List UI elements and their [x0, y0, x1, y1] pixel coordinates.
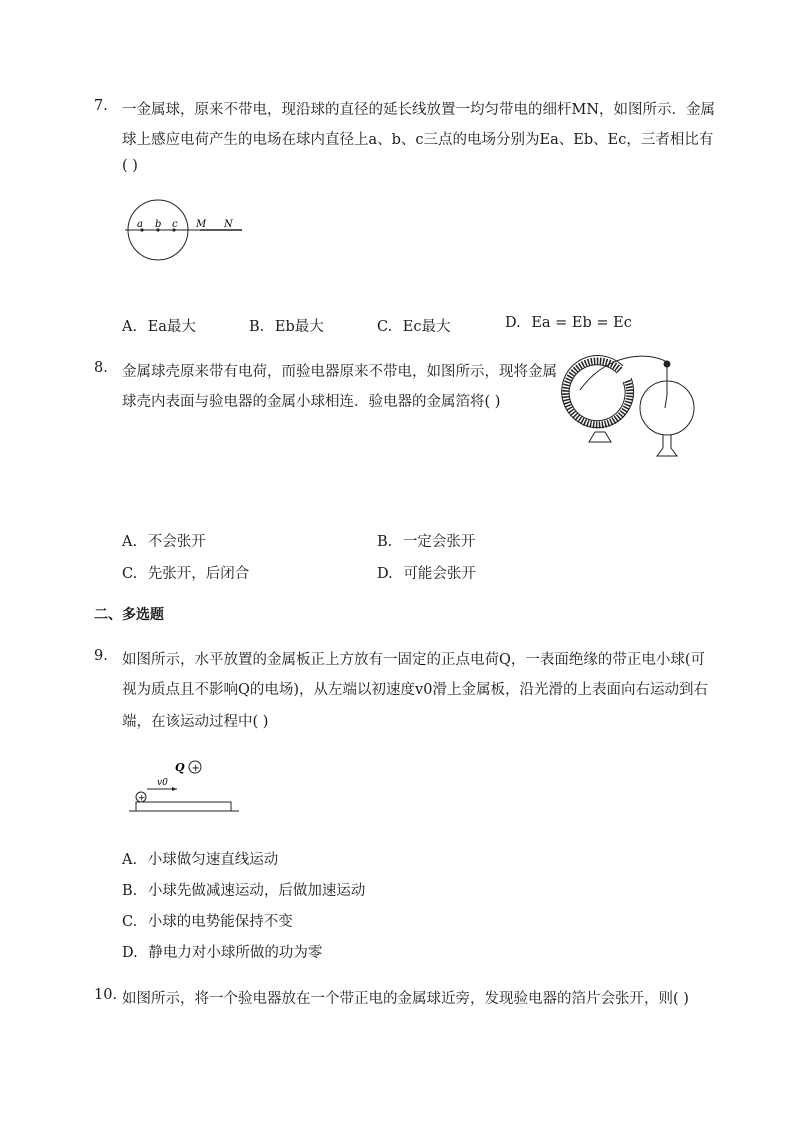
q9-option-c-letter[interactable]: C. — [122, 914, 138, 930]
q8-option-d-letter[interactable]: D. — [377, 566, 393, 582]
metal-plate — [136, 802, 231, 811]
q8-option-a-text[interactable]: 不会张开 — [147, 534, 206, 550]
shell-outer-edge — [562, 356, 634, 428]
charge-Q-plus: + — [191, 763, 200, 774]
q8-option-c-text[interactable]: 先张开，后闭合 — [147, 566, 250, 582]
label-Q: Q — [175, 761, 185, 774]
electroscope-leaf — [665, 395, 667, 408]
q9-option-d-text[interactable]: 静电力对小球所做的功为零 — [148, 945, 323, 961]
label-M: M — [196, 219, 207, 230]
q9-option-c-text[interactable]: 小球的电势能保持不变 — [147, 914, 293, 930]
q7-option-b-text[interactable]: Eb最大 — [274, 319, 324, 335]
spherical-shell — [566, 361, 630, 425]
q7-option-b-letter[interactable]: B. — [249, 319, 265, 335]
q8-option-b-letter[interactable]: B. — [377, 534, 393, 550]
q9-stem-line1: 如图所示，水平放置的金属板正上方放有一固定的正点电荷Q，一表面绝缘的带正电小球(可 — [122, 652, 706, 668]
q8-option-c-letter[interactable]: C. — [122, 566, 138, 582]
q9-option-b-text[interactable]: 小球先做减速运动，后做加速运动 — [147, 883, 366, 899]
label-v0: v0 — [157, 778, 168, 788]
q9-option-d-letter[interactable]: D. — [122, 945, 138, 961]
q10-stem-line1: 如图所示，将一个验电器放在一个带正电的金属球近旁，发现验电器的箔片会张开，则( ) — [122, 991, 689, 1007]
shell-inner-edge — [569, 365, 625, 421]
q7-option-d-text[interactable]: Ea = Eb = Ec — [531, 315, 632, 331]
q9-option-b-letter[interactable]: B. — [122, 883, 138, 899]
q8-number: 8. — [94, 360, 108, 376]
q7-option-a-text[interactable]: Ea最大 — [147, 319, 196, 335]
label-c: c — [172, 219, 178, 230]
electroscope-stand — [657, 435, 677, 456]
q9-number: 9. — [94, 648, 108, 664]
electroscope-ball — [664, 361, 671, 368]
q7-stem-line1: 一金属球，原来不带电，现沿球的直径的延长线放置一均匀带电的细杆MN，如图所示．金属 — [122, 102, 716, 118]
q7-option-c-letter[interactable]: C. — [377, 319, 393, 335]
q8-option-b-text[interactable]: 一定会张开 — [402, 534, 476, 550]
q9-stem-line3: 端，在该运动过程中( ) — [122, 714, 269, 730]
q7-option-c-text[interactable]: Ec最大 — [402, 319, 451, 335]
q7-stem-line3: ( ) — [122, 158, 138, 174]
q7-number: 7. — [94, 98, 108, 114]
q7-stem-line2: 球上感应电荷产生的电场在球内直径上a、b、c三点的电场分别为Ea、Eb、Ec，三者相比有 — [122, 132, 714, 148]
q9-stem-line2: 视为质点且不影响Q的电场)，从左端以初速度v0滑上金属板，沿光滑的上表面向右运动到右 — [122, 682, 708, 698]
section-title-multiple-choice: 二、多选题 — [94, 607, 164, 623]
q9-figure — [125, 755, 245, 820]
shell-stand — [589, 432, 611, 442]
q9-option-a-letter[interactable]: A. — [122, 852, 138, 868]
q7-option-a-letter[interactable]: A. — [122, 319, 138, 335]
q8-figure — [565, 350, 715, 465]
q8-option-d-text[interactable]: 可能会张开 — [403, 566, 476, 582]
q8-option-a-letter[interactable]: A. — [122, 534, 138, 550]
q9-option-a-text[interactable]: 小球做匀速直线运动 — [147, 852, 279, 868]
q7-option-d-letter[interactable]: D. — [505, 315, 521, 331]
velocity-arrowhead — [172, 787, 177, 791]
label-N: N — [224, 219, 233, 230]
label-a: a — [137, 219, 143, 230]
q8-stem-line1: 金属球壳原来带有电荷，而验电器原来不带电，如图所示，现将金属 — [122, 364, 557, 380]
q8-stem-line2: 球壳内表面与验电器的金属小球相连．验电器的金属箔将( ) — [122, 394, 501, 410]
q7-figure — [120, 195, 250, 265]
q10-number: 10. — [94, 987, 118, 1003]
charged-ball-plus: + — [138, 793, 146, 804]
label-b: b — [155, 219, 162, 230]
